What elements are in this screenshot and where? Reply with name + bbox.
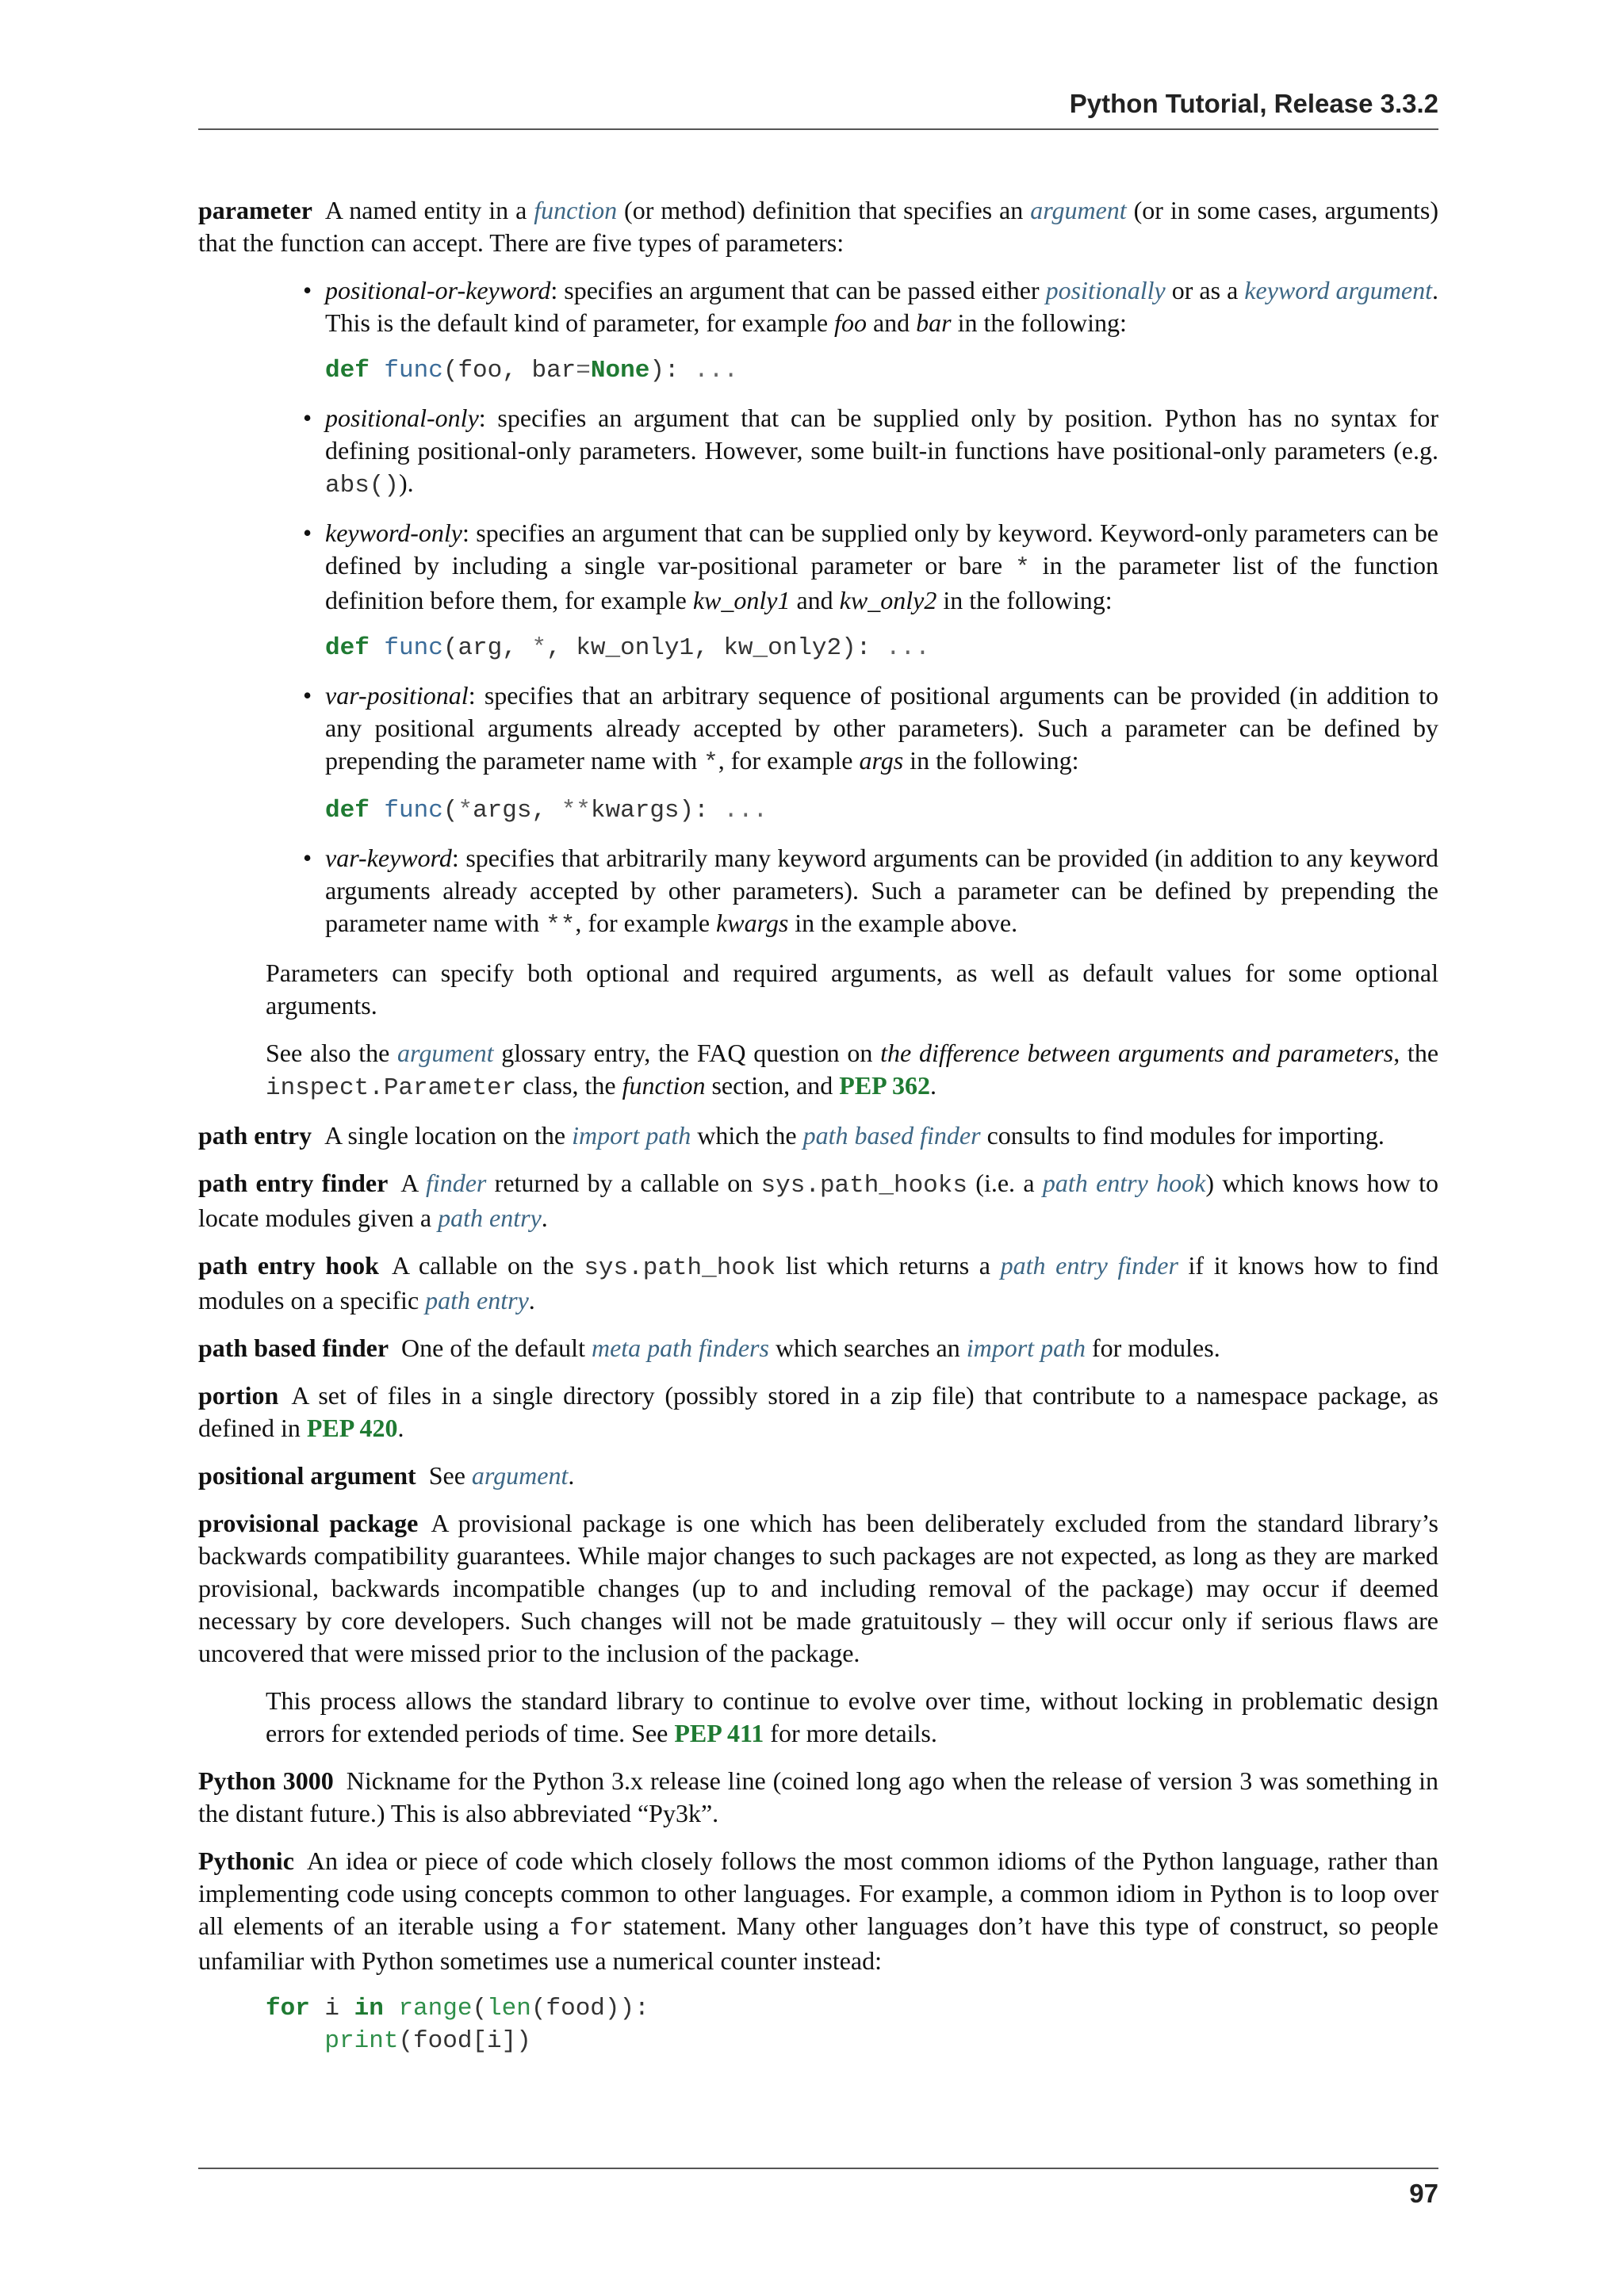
glossary-term: path entry finder [198, 1169, 389, 1197]
link-import-path[interactable]: import path [572, 1121, 691, 1150]
link-meta-path-finders[interactable]: meta path finders [591, 1334, 769, 1362]
link-path-entry-hook[interactable]: path entry hook [1042, 1169, 1206, 1197]
link-argument[interactable]: argument [1030, 196, 1127, 224]
glossary-entry-portion: portion A set of files in a single directory (possibly stored in a zip file) that contribute to a namespace package, as defined in PEP 420. [198, 1381, 1438, 1442]
glossary-entry-python-3000: Python 3000 Nickname for the Python 3.x release line (coined long ago when the release of version 3 was something in the distant future.) This is also abbreviated “Py3k”. [198, 1766, 1439, 1827]
link-pep-420[interactable]: PEP 420 [306, 1414, 398, 1442]
link-path-based-finder[interactable]: path based finder [802, 1121, 981, 1150]
glossary-entry-path-based-finder: path based finder One of the default meta path finders which searches an import path for modules. [198, 1334, 1220, 1362]
glossary-entry-path-entry-hook: path entry hook A callable on the sys.path_hook list which returns a path entry finder if it knows how to find modules on a specific path entry. [198, 1251, 1439, 1314]
glossary-term: provisional package [198, 1509, 419, 1537]
glossary-entry-parameter: parameter A named entity in a function (or method) definition that specifies an argument (or in some cases, arguments) that the function can accept. There are five types of parameters: • positional-or-keyword: specifies an argument that can be passed either positionally or as a keyword argument. This is the default kind of parameter, for example foo and bar in the following: def func(foo, bar=None): ... • positional-only: specifies an argument that can be supplied only by position. Python has no syntax for defining positional-only parameters. However, some built-in functions have positional-only parameters (e.g. abs()). • keyword-only: specifies an argument that can be supplied only by keyword. Keyword-only parameters can be defined by including a single var-positional parameter or bare * in the parameter list of the function definition before them, for example kw_only1 and kw_only2 in the following: def func(arg, *, kw_only1, kw_only2): ... • var-positional: specifies that an arbitrary sequence of positional arguments can be provided (in addition to any positional arguments already accepted by other parameters). Such a parameter can be defined by prepending the parameter name with *, for example args in the following: def func(*args, **kwargs): ... • var-keyword: specifies that arbitrarily many keyword arguments can be provided (in addition to any keyword arguments already accepted by other parameters). Such a parameter can be defined by prepending the parameter name with **, for example kwargs in the example above. Parameters can specify both optional and required arguments, as well as default values for some optional arguments. See also the argument glossary entry, the FAQ question on the difference between arguments and parameters, the inspect.Parameter class, the function section, and PEP 362. [198, 194, 1438, 1104]
link-positionally[interactable]: positionally [1045, 276, 1166, 304]
glossary-entry-provisional-package: provisional package A provisional package is one which has been deliberately excluded from the standard library’s backwards compatibility guarantees. While major changes to such packages are not expected, as long as they are marked provisional, backwards incompatible changes (up to and including removal of the package) may occur if deemed necessary by core developers. Such changes will not be made gratuitously – they will occur only if serious flaws are uncovered that were missed prior to the inclusion of the package. This process allows the standard library to continue to evolve over time, without locking in problematic design errors for extended periods of time. See PEP 411 for more details. [198, 1507, 1438, 1750]
running-header: Python Tutorial, Release 3.3.2 [1069, 89, 1438, 118]
glossary-term: parameter [198, 196, 312, 224]
header-rule [198, 128, 1438, 130]
list-item: • var-positional: specifies that an arbitrary sequence of positional arguments can be provided (in addition to any positional arguments already accepted by other parameters). Such a parameter can be defined by prepending the parameter name with *, for example args in the following: def func(*args, **kwargs): ... [325, 679, 1438, 827]
list-item: • keyword-only: specifies an argument that can be supplied only by keyword. Keyword-only parameters can be defined by including a single var-positional parameter or bare * in the parameter list of the function definition before them, for example kw_only1 and kw_only2 in the following: def func(arg, *, kw_only1, kw_only2): ... [325, 517, 1438, 664]
link-pep-411[interactable]: PEP 411 [674, 1719, 764, 1747]
code-block: for i in range(len(food)): print(food[i]) [266, 1995, 649, 2055]
list-item: • positional-only: specifies an argument that can be supplied only by position. Python has no syntax for defining positional-only parameters. However, some built-in functions have positional-only parameters (e.g. abs()). [325, 402, 1438, 502]
link-function[interactable]: function [534, 196, 618, 224]
paragraph: Parameters can specify both optional and required arguments, as well as default values for some optional arguments. [266, 959, 1438, 1020]
link-pep-362[interactable]: PEP 362 [839, 1071, 930, 1100]
code-block: def func(arg, *, kw_only1, kw_only2): ... [325, 634, 930, 662]
parameter-kinds-list [325, 274, 1438, 942]
page-number: 97 [1409, 2179, 1438, 2208]
link-argument[interactable]: argument [471, 1461, 569, 1490]
code-block: def func(*args, **kwargs): ... [325, 797, 768, 825]
code-block: def func(foo, bar=None): ... [325, 357, 738, 385]
glossary-content [198, 194, 1438, 2072]
link-path-entry[interactable]: path entry [425, 1286, 529, 1314]
glossary-term: positional argument [198, 1461, 416, 1490]
paragraph: This process allows the standard library to continue to evolve over time, without locking in problematic design errors for extended periods of time. See PEP 411 for more details. [266, 1686, 1438, 1747]
list-item: • var-keyword: specifies that arbitrarily many keyword arguments can be provided (in addition to any keyword arguments already accepted by other parameters). Such a parameter can be defined by prepending the parameter name with **, for example kwargs in the example above. [325, 842, 1438, 942]
faq-question-ref: the difference between arguments and parameters [880, 1039, 1394, 1067]
link-keyword-argument[interactable]: keyword argument [1244, 276, 1433, 304]
glossary-term: path entry [198, 1121, 312, 1150]
glossary-term: path entry hook [198, 1251, 379, 1280]
paragraph: See also the argument glossary entry, the FAQ question on the difference between arguments and parameters, the inspect.Parameter class, the function section, and PEP 362. [266, 1039, 1439, 1102]
link-argument[interactable]: argument [397, 1039, 494, 1067]
link-path-entry[interactable]: path entry [438, 1203, 542, 1232]
glossary-entry-path-entry-finder: path entry finder A finder returned by a callable on sys.path_hooks (i.e. a path entry hook) which knows how to locate modules given a path entry. [198, 1169, 1439, 1232]
footer-rule [198, 2168, 1438, 2169]
link-path-entry-finder[interactable]: path entry finder [1000, 1251, 1178, 1280]
list-item: • positional-or-keyword: specifies an argument that can be passed either positionally or as a keyword argument. This is the default kind of parameter, for example foo and bar in the following: def func(foo, bar=None): ... [325, 274, 1438, 387]
glossary-entry-positional-argument: positional argument See argument. [198, 1461, 575, 1490]
glossary-entry-path-entry: path entry A single location on the import path which the path based finder consults to find modules for importing. [198, 1121, 1385, 1150]
link-import-path[interactable]: import path [966, 1334, 1086, 1362]
glossary-term: Python 3000 [198, 1766, 334, 1795]
glossary-term: portion [198, 1381, 279, 1410]
glossary-term: path based finder [198, 1334, 389, 1362]
link-finder[interactable]: finder [425, 1169, 487, 1197]
glossary-entry-pythonic: Pythonic An idea or piece of code which closely follows the most common idioms of the Python language, rather than implementing code using concepts common to other languages. For example, a common idiom in Python is to loop over all elements of an iterable using a for statement. Many other languages don’t have this type of construct, so people unfamiliar with Python sometimes use a numerical counter instead: for i in range(len(food)): print(food[i]) [198, 1845, 1438, 2057]
glossary-term: Pythonic [198, 1846, 294, 1875]
